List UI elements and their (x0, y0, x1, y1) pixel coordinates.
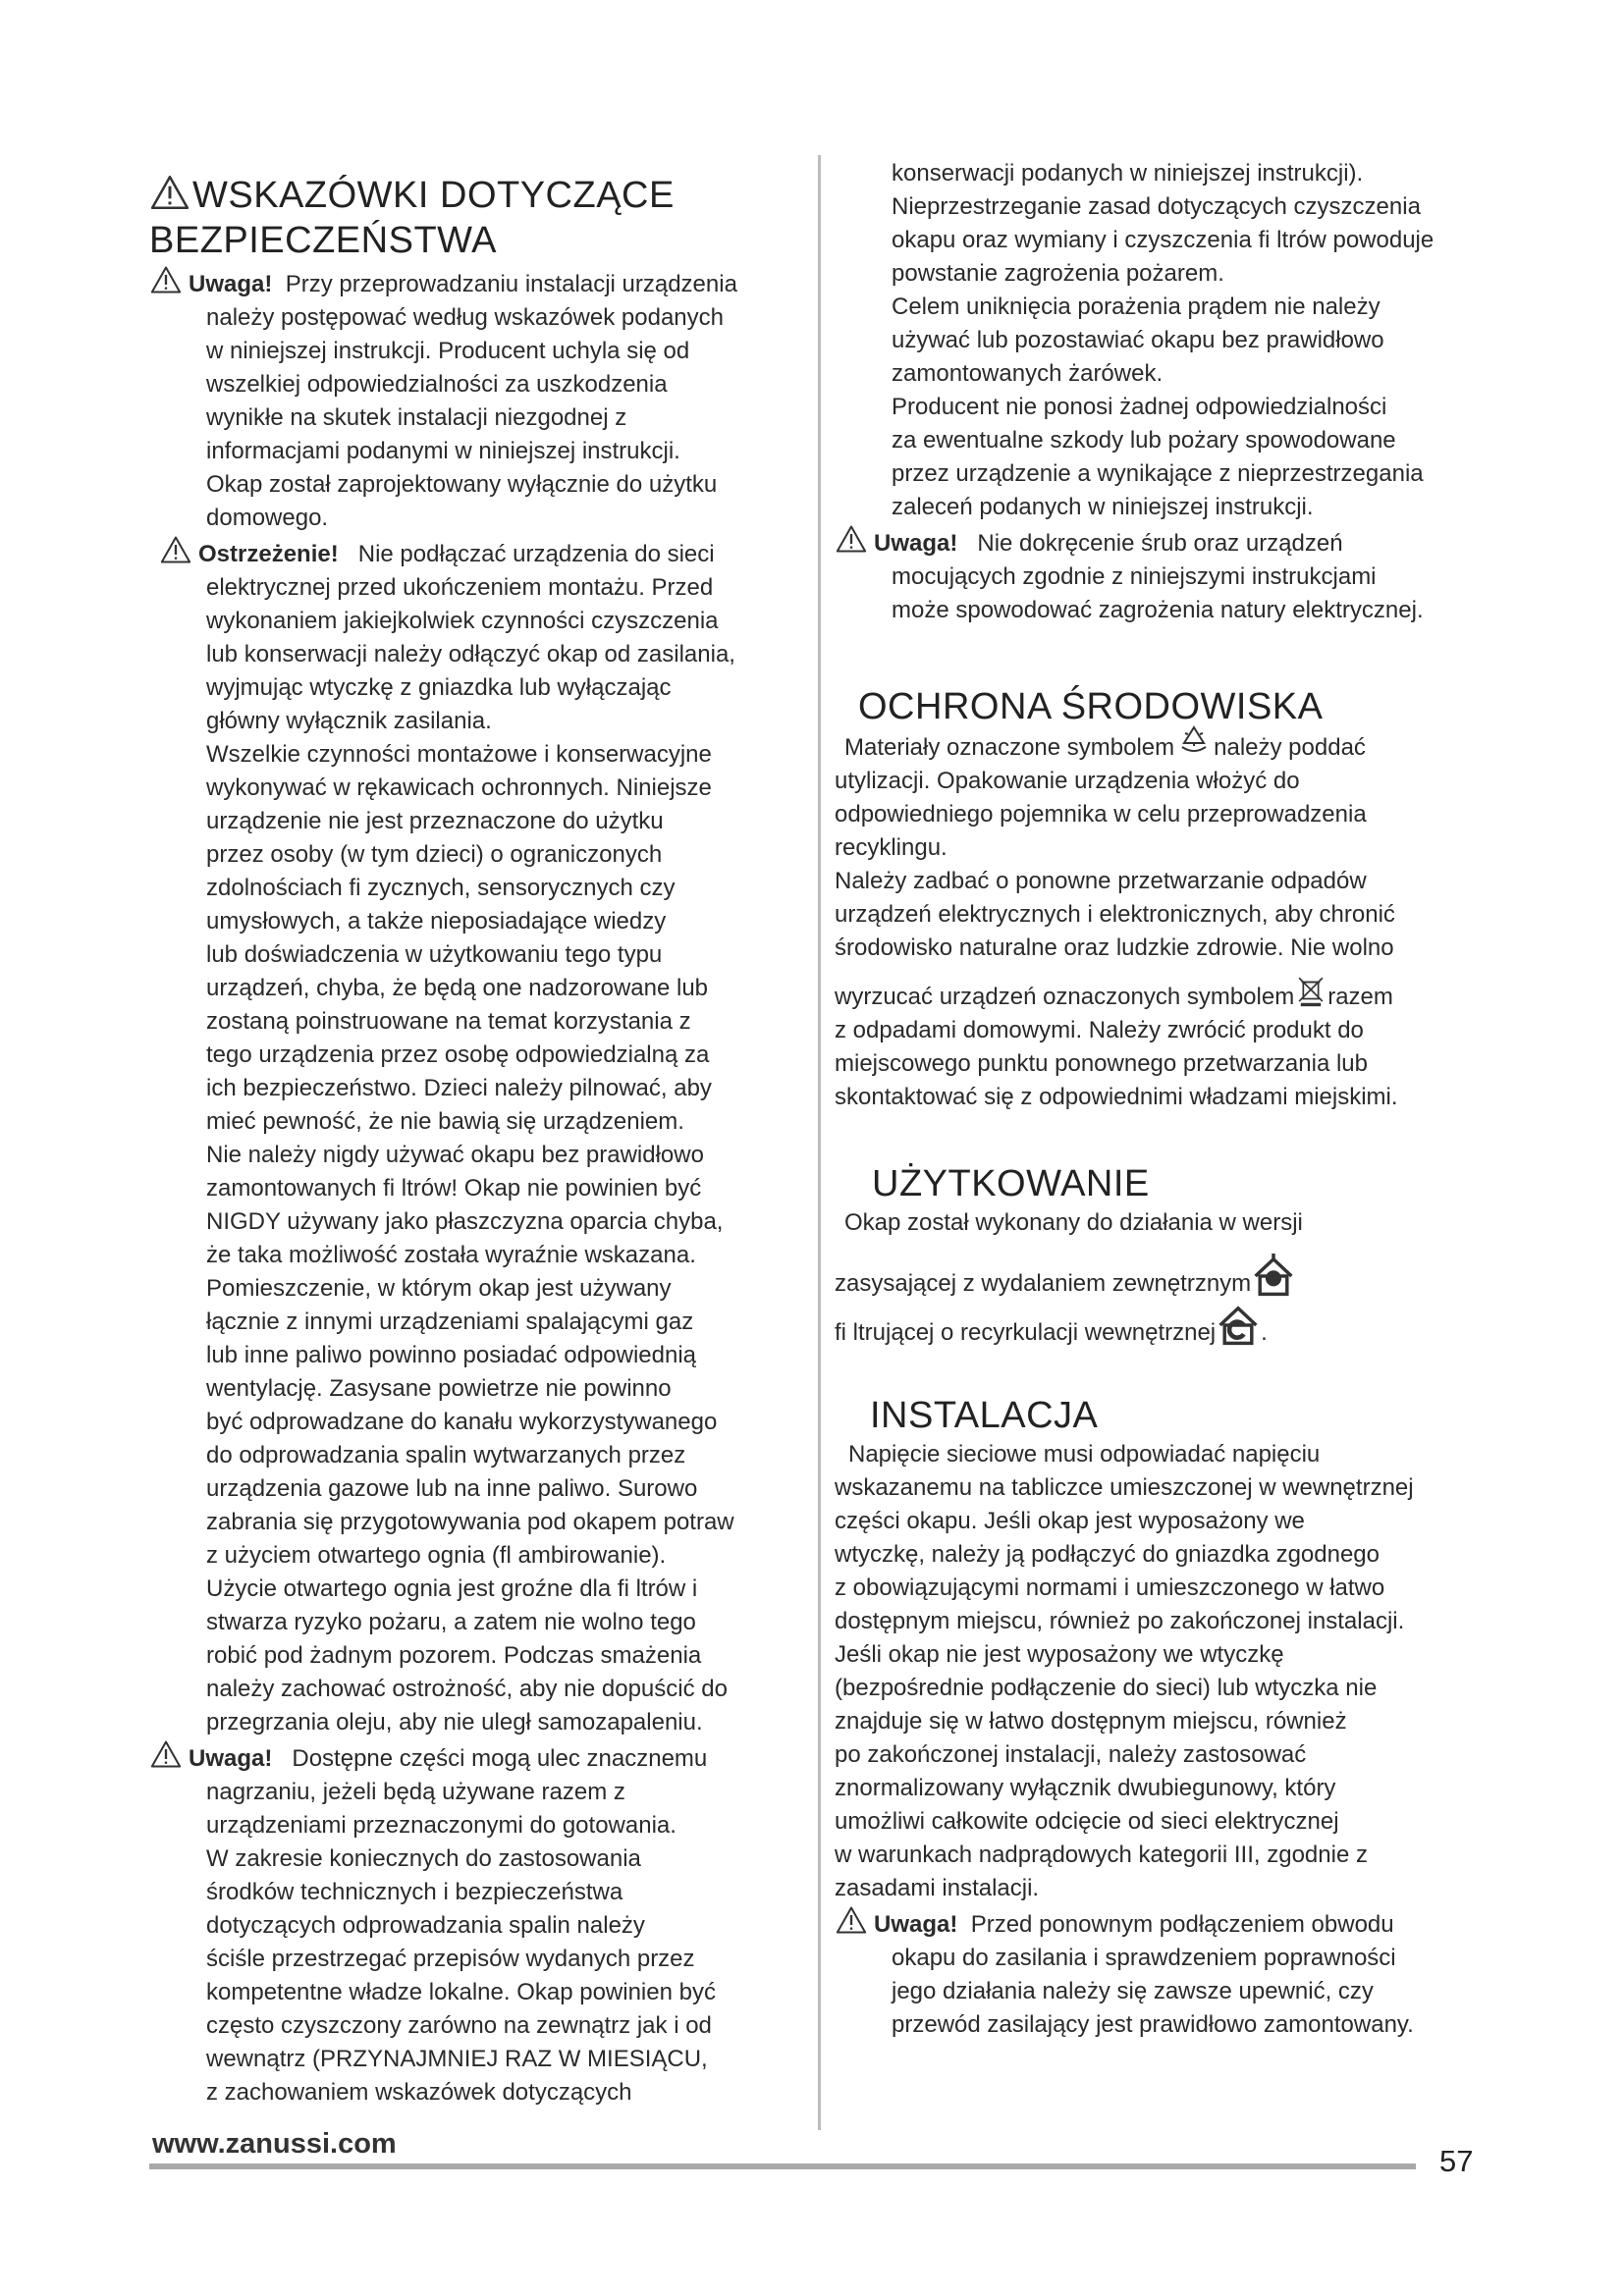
text-line: przegrzania oleju, aby nie uległ samozapaleniu. (206, 1709, 703, 1735)
footer-website-link[interactable]: www.zanussi.com (152, 2128, 397, 2160)
text-line: z zachowaniem wskazówek dotyczących (206, 2079, 632, 2106)
text-line: urządzenie nie jest przeznaczone do użytku (206, 808, 664, 834)
uwaga-4-body (835, 1942, 1492, 2042)
safety-heading-line1: WSKAZÓWKI DOTYCZĄCE (192, 175, 675, 216)
safety-continuation (835, 157, 1492, 524)
text-line: Nie podłączać urządzenia do sieci (357, 541, 715, 567)
footer-rule (149, 2163, 1416, 2169)
text-line: elektrycznej przed ukończeniem montażu. Przed (206, 574, 714, 601)
uwaga-block-3 (835, 524, 1492, 627)
text-line: lub konserwacji należy odłączyć okap od zasilania, (206, 641, 735, 667)
text-line: okapu do zasilania i sprawdzeniem poprawności (892, 1945, 1396, 1971)
text-line: przez urządzenie a wynikające z nieprzestrzegania (892, 460, 1424, 487)
uzytkowanie-section (835, 1206, 1492, 1350)
text-line: Dostępne części mogą ulec znacznemu (292, 1745, 708, 1772)
text-line: . (1261, 1319, 1268, 1346)
crossed-bin-icon (1294, 971, 1327, 1010)
page-number: 57 (1439, 2144, 1474, 2178)
text-line: należy zachować ostrożność, aby nie dopuścić do (206, 1676, 728, 1702)
text-line: dotyczących odprowadzania spalin należy (206, 1912, 645, 1939)
text-line: znormalizowany wyłącznik dwubiegunowy, który (835, 1775, 1336, 1801)
text-line: do odprowadzania spalin wytwarzanych przez (206, 1442, 686, 1468)
text-line: Materiały oznaczone symbolem (844, 734, 1175, 761)
text-line: przez osoby (w tym dzieci) o ograniczonych (206, 841, 663, 868)
text-line: jego działania należy się zawsze upewnić, czy (892, 1978, 1374, 2004)
text-line: lub doświadczenia w użytkowaniu tego typu (206, 941, 663, 968)
text-line: miejscowego punktu ponownego przetwarzania lub (835, 1050, 1368, 1077)
text-line: Użycie otwartego ognia jest groźne dla fi ltrów i (206, 1575, 698, 1602)
text-line: urządzeń elektrycznych i elektronicznych, aby chronić (835, 901, 1395, 928)
ochrona-section (835, 731, 1492, 1114)
text-line: zamontowanych fi ltrów! Okap nie powinien być (206, 1175, 702, 1201)
text-line: że taka możliwość została wyraźnie wskazana. (206, 1242, 696, 1268)
uwaga-label: Uwaga! (874, 530, 958, 557)
uwaga-block-2 (149, 1739, 807, 2109)
text-line: zaleceń podanych w niniejszej instrukcji. (892, 494, 1314, 520)
text-line: zamontowanych żarówek. (892, 360, 1164, 387)
text-line: umożliwi całkowite odcięcie od sieci elektrycznej (835, 1808, 1339, 1835)
text-line: mieć pewność, że nie bawią się urządzeniem. (206, 1108, 684, 1135)
text-line: wentylację. Zasysane powietrze nie powinno (206, 1375, 672, 1402)
text-line: razem (1327, 984, 1393, 1010)
text-line: Przy przeprowadzaniu instalacji urządzenia (285, 271, 737, 297)
text-line: recyklingu. (835, 834, 947, 861)
text-line: znajduje się w łatwo dostępnym miejscu, również (835, 1708, 1347, 1735)
text-line: kompetentne władze lokalne. Okap powinien być (206, 1979, 716, 2005)
ostrzezenie-block (149, 535, 807, 1739)
text-line: stwarza ryzyko pożaru, a zatem nie wolno tego (206, 1609, 696, 1635)
column-divider (818, 155, 821, 2130)
text-line: konserwacji podanych w niniejszej instrukcji). (892, 160, 1364, 187)
extraction-mode-icon (1251, 1254, 1296, 1299)
text-line: Nie dokręcenie śrub oraz urządzeń (977, 530, 1343, 557)
uzytkowanie-heading: UŻYTKOWANIE (872, 1163, 1150, 1204)
text-line: zabrania się przygotowywania pod okapem potraw (206, 1509, 734, 1535)
text-line: wyrzucać urządzeń oznaczonych symbolem (835, 984, 1295, 1010)
text-line: być odprowadzane do kanału wykorzystywanego (206, 1409, 718, 1435)
text-line: główny wyłącznik zasilania. (206, 708, 492, 734)
text-line: należy poddać (1214, 734, 1366, 761)
text-line: umysłowych, a także nieposiadające wiedzy (206, 908, 667, 934)
warning-icon (835, 1905, 868, 1935)
text-line: utylizacji. Opakowanie urządzenia włożyć do (835, 768, 1300, 794)
text-line: zdolnościach fi zycznych, sensorycznych czy (206, 875, 676, 901)
safety-heading (149, 173, 807, 263)
text-line: nagrzaniu, jeżeli będą używane razem z (206, 1779, 625, 1805)
text-line: wynikłe na skutek instalacji niezgodnej z (206, 404, 627, 431)
text-line: robić pod żadnym pozorem. Podczas smażenia (206, 1642, 702, 1669)
uwaga-label: Uwaga! (874, 1911, 958, 1938)
uwaga-block-1 (149, 265, 807, 535)
text-line: Okap został zaprojektowany wyłącznie do użytku (206, 471, 718, 498)
text-line: Wszelkie czynności montażowe i konserwacyjne (206, 741, 712, 768)
uwaga-1-body (149, 301, 807, 535)
warning-icon (159, 535, 192, 564)
recycle-icon (1174, 721, 1214, 761)
text-line: wskazanemu na tabliczce umieszczonej w wewnętrznej (835, 1474, 1414, 1501)
text-line: Pomieszczenie, w którym okap jest używany (206, 1275, 672, 1302)
text-line: za ewentualne szkody lub pożary spowodowane (892, 427, 1396, 454)
text-line: Nie należy nigdy używać okapu bez prawidłowo (206, 1142, 704, 1168)
uwaga-3-body (835, 561, 1492, 627)
text-line: zasadami instalacji. (835, 1875, 1040, 1901)
text-line: może spowodować zagrożenia natury elektrycznej. (892, 597, 1424, 623)
text-line: z odpadami domowymi. Należy zwrócić produkt do (835, 1017, 1364, 1043)
text-line: wykonywać w rękawicach ochronnych. Niniejsze (206, 774, 712, 801)
text-line: (bezpośrednie podłączenie do sieci) lub wtyczka nie (835, 1675, 1378, 1701)
text-line: okapu oraz wymiany i czyszczenia fi ltrów powoduje (892, 227, 1435, 253)
text-line: należy postępować według wskazówek podanych (206, 304, 724, 331)
text-line: zasysającej z wydalaniem zewnętrznym (835, 1270, 1252, 1297)
text-line: urządzenia gazowe lub na inne paliwo. Surowo (206, 1475, 698, 1502)
text-line: wszelkiej odpowiedzialności za uszkodzenia (206, 371, 668, 398)
text-line: wykonaniem jakiejkolwiek czynności czyszczenia (206, 608, 719, 634)
text-line: Nieprzestrzeganie zasad dotyczących czyszczenia (892, 193, 1421, 220)
text-line: powstanie zagrożenia pożarem. (892, 260, 1224, 287)
warning-icon (149, 174, 190, 211)
text-line: tego urządzenia przez osobę odpowiedzialną za (206, 1041, 710, 1068)
uwaga-label: Uwaga! (189, 1745, 273, 1772)
text-line: Celem uniknięcia porażenia prądem nie należy (892, 294, 1380, 320)
text-line: fi ltrującej o recyrkulacji wewnętrznej (835, 1319, 1217, 1346)
text-line: często czyszczony zarówno na zewnątrz jak i od (206, 2012, 712, 2039)
text-line: Okap został wykonany do działania w wersji (844, 1209, 1303, 1236)
text-line: ściśle przestrzegać przepisów wydanych przez (206, 1946, 695, 1972)
text-line: domowego. (206, 505, 329, 531)
text-line: dostępnym miejscu, również po zakończonej instalacji. (835, 1608, 1405, 1634)
text-line: NIGDY używany jako płaszczyzna oparcia chyba, (206, 1208, 724, 1235)
text-line: Jeśli okap nie jest wyposażony we wtyczkę (835, 1641, 1284, 1668)
uwaga-label: Uwaga! (189, 271, 273, 297)
text-line: urządzeń, chyba, że będą one nadzorowane lub (206, 975, 709, 1001)
uwaga-block-4 (835, 1905, 1492, 2042)
warning-icon (149, 265, 183, 294)
text-line: wewnątrz (PRZYNAJMNIEJ RAZ W MIESIĄCU, (206, 2046, 708, 2072)
text-line: Przed ponownym podłączeniem obwodu (970, 1911, 1394, 1938)
warning-icon (835, 524, 868, 554)
recirculation-mode-icon (1216, 1303, 1261, 1348)
text-line: z użyciem otwartego ognia (fl ambirowanie). (206, 1542, 667, 1569)
text-line: lub inne paliwo powinno posiadać odpowiednią (206, 1342, 697, 1368)
text-line: środowisko naturalne oraz ludzkie zdrowie. Nie wolno (835, 934, 1394, 961)
text-line: skontaktować się z odpowiednimi władzami miejskimi. (835, 1084, 1398, 1110)
uwaga-2-body (149, 1776, 807, 2109)
text-line: części okapu. Jeśli okap jest wyposażony we (835, 1508, 1305, 1534)
ochrona-heading: OCHRONA ŚRODOWISKA (858, 686, 1324, 727)
text-line: w niniejszej instrukcji. Producent uchyla się od (206, 338, 690, 364)
text-line: łącznie z innymi urządzeniami spalającymi gaz (206, 1308, 694, 1335)
text-line: Napięcie sieciowe musi odpowiadać napięciu (848, 1441, 1321, 1468)
text-line: Należy zadbać o ponowne przetwarzanie odpadów (835, 868, 1367, 894)
text-line: używać lub pozostawiać okapu bez prawidłowo (892, 327, 1384, 353)
instalacja-section (835, 1438, 1492, 1905)
safety-heading-line2: BEZPIECZEŃSTWA (149, 220, 497, 261)
ostrzezenie-label: Ostrzeżenie! (198, 541, 339, 567)
text-line: z obowiązującymi normami i umieszczonego w łatwo (835, 1575, 1385, 1601)
text-line: środków technicznych i bezpieczeństwa (206, 1879, 623, 1905)
text-line: po zakończonej instalacji, należy zastosować (835, 1741, 1307, 1768)
right-column (835, 157, 1492, 2042)
text-line: W zakresie koniecznych do zastosowania (206, 1845, 641, 1872)
text-line: wtyczkę, należy ją podłączyć do gniazdka zgodnego (835, 1541, 1380, 1568)
text-line: ich bezpieczeństwo. Dzieci należy pilnować, aby (206, 1075, 712, 1101)
text-line: odpowiedniego pojemnika w celu przeprowadzenia (835, 801, 1367, 828)
text-line: informacjami podanymi w niniejszej instrukcji. (206, 438, 680, 464)
left-column (149, 147, 807, 2109)
instalacja-heading: INSTALACJA (870, 1395, 1099, 1436)
text-line: mocujących zgodnie z niniejszymi instrukcjami (892, 563, 1377, 590)
warning-icon (149, 1739, 183, 1769)
text-line: zostaną poinstruowane na temat korzystania z (206, 1008, 691, 1035)
text-line: Producent nie ponosi żadnej odpowiedzialności (892, 394, 1387, 420)
text-line: wyjmując wtyczkę z gniazdka lub wyłączając (206, 674, 672, 701)
text-line: przewód zasilający jest prawidłowo zamontowany. (892, 2011, 1414, 2038)
ostrzezenie-body (149, 571, 807, 1739)
text-line: w warunkach nadprądowych kategorii III, zgodnie z (835, 1842, 1368, 1868)
text-line: urządzeniami przeznaczonymi do gotowania. (206, 1812, 677, 1839)
